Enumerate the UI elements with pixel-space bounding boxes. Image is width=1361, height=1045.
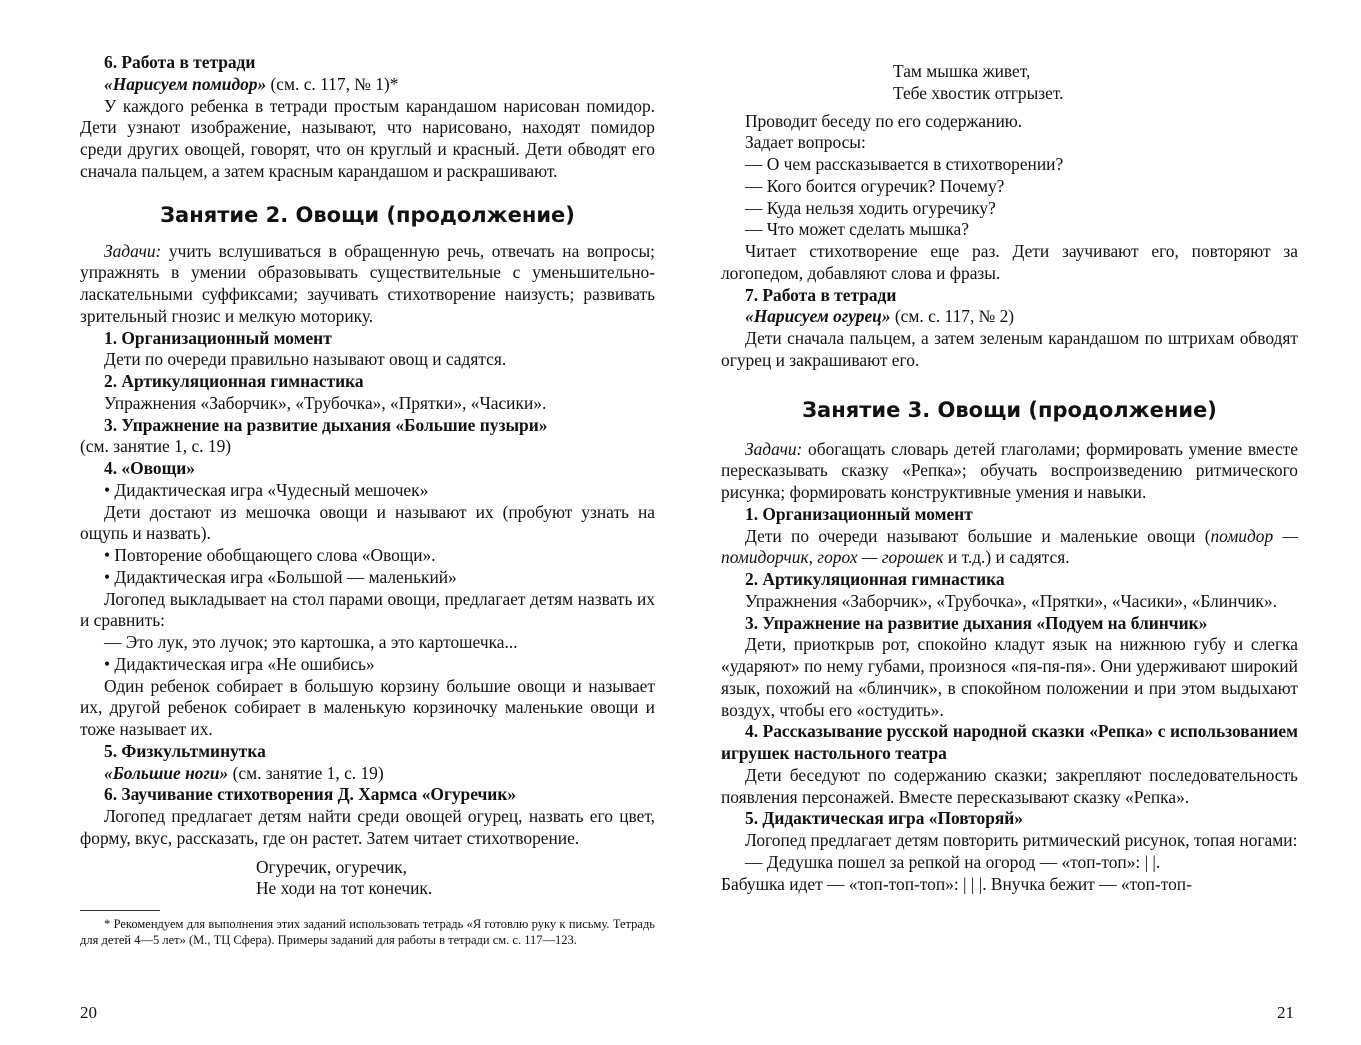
section-heading: 3. Упражнение на развитие дыхания «Подуем на блинчик» [745,612,1208,633]
paragraph [80,763,655,785]
bullet-item: • Дидактическая игра «Чудесный мешочек» [104,479,429,500]
paragraph: Логопед предлагает детям найти среди овощей огурец, назвать его цвет, форму, вкус, рассказать, где он растет. Затем читает стихотворение. [80,806,655,848]
section-heading: 2. Артикуляционная гимнастика [104,371,364,391]
text-run: Дети по очереди называют большие и маленькие овощи ( [745,525,1211,546]
section-heading: 2. Артикуляционная гимнастика [745,569,1005,589]
paragraph: Дети беседуют по содержанию сказки; закрепляют последовательность появления персонажей. Вместе пересказывают сказку «Репка». [721,764,1298,807]
left-page [80,52,655,948]
exercise-title: «Большие ноги» [104,762,229,783]
page-number: 20 [80,1003,97,1022]
question-line: — Куда нельзя ходить огуречику? [745,197,996,218]
exercise-title: «Нарисуем помидор» [104,73,267,94]
section-heading: 6. Заучивание стихотворения Д. Хармса «Огуречик» [104,784,517,805]
text-run: и т.д.) и садятся. [943,547,1070,568]
verse-line: Тебе хвостик отгрызет. [893,82,1064,103]
bullet-item: • Дидактическая игра «Не ошибись» [104,653,375,674]
section-heading: 7. Работа в тетради [745,284,897,305]
tasks-paragraph [721,439,1298,504]
bullet-item: • Дидактическая игра «Большой — маленький» [104,566,457,587]
exercise-title: «Нарисуем огурец» [745,306,891,327]
section-heading: 5. Физкультминутка [104,740,266,761]
lesson-heading: Занятие 2. Овощи (продолжение) [160,202,575,227]
paragraph [80,74,655,96]
paragraph: Дети, приоткрыв рот, спокойно кладут язык на нижнюю губу и слегка «ударяют» по нему губами, произнося «пя-пя-пя». Они удерживают широкий язык, похожий на «блинчик», в спокойном положении и при этом выдыхают воздух, чтобы его «остудить». [721,634,1298,720]
paragraph: Дети достают из мешочка овощи и называют их (пробуют узнать на ощупь и назвать). [80,501,655,544]
rhythm-line: — Дедушка пошел за репкой на огород — «топ-топ»: | |. [745,851,1161,872]
paragraph: У каждого ребенка в тетради простым карандашом нарисован помидор. Дети узнают изображение, называют, что нарисовано, находят помидор среди других овощей, говорят, что он круглый и красный. Дети обводят его сначала пальцем, а затем красным карандашом и раскрашивают. [80,95,655,181]
paragraph [721,526,1298,570]
question-line: — Что может сделать мышка? [745,219,969,240]
verse-line: Огуречик, огуречик, [256,856,407,877]
section-heading: 5. Дидактическая игра «Повторяй» [745,808,1023,829]
tasks-text: учить вслушиваться в обращенную речь, отвечать на вопросы; упражнять в умении образовывать существительные с уменьшительно-ласкательными суффиксами; заучивать стихотворение наизусть; развивать зрительный гнозис и мелкую моторику. [80,240,655,326]
paragraph: Упражнения «Заборчик», «Трубочка», «Прятки», «Часики», «Блинчик». [745,590,1277,611]
right-page [721,61,1298,895]
lesson-heading: Занятие 3. Овощи (продолжение) [802,397,1217,422]
paragraph: Задает вопросы: [745,132,866,153]
verse-line: Там мышка живет, [893,61,1031,81]
paragraph: Логопед выкладывает на стол парами овощи, предлагает детям назвать их и сравнить: [80,588,655,631]
question-line: — Кого боится огуречик? Почему? [745,175,1005,196]
paragraph: Дети сначала пальцем, а затем зеленым карандашом по штрихам обводят огурец и закрашивают его. [721,328,1298,370]
dialogue-line: — Это лук, это лучок; это картошка, а это картошечка... [104,632,518,652]
paragraph: Упражнения «Заборчик», «Трубочка», «Прятки», «Часики». [104,392,547,413]
section-heading: 6. Работа в тетради [104,52,256,72]
tasks-label: Задачи: [745,438,803,459]
question-line: — О чем рассказывается в стихотворении? [745,154,1064,174]
tasks-label: Задачи: [104,240,162,261]
section-heading: 4. «Овощи» [104,458,195,478]
example-text: помидор — помидорчик, горох — горошек [721,525,1298,568]
section-heading: 1. Организационный момент [745,503,973,524]
paragraph: Дети по очереди правильно называют овощ и садятся. [104,349,507,370]
section-heading: 1. Организационный момент [104,327,332,348]
rhythm-line: Бабушка идет — «топ-топ-топ»: | | |. Внучка бежит — «топ-топ- [721,873,1192,894]
reference: (см. с. 117, № 2) [890,306,1015,327]
paragraph: (см. занятие 1, с. 19) [80,436,232,457]
reference: (см. занятие 1, с. 19) [228,762,384,783]
bullet-item: • Повторение обобщающего слова «Овощи». [104,545,436,565]
paragraph: Один ребенок собирает в большую корзину большие овощи и называет их, другой ребенок собирает в маленькую корзиночку маленькие овощи и тоже называет их. [80,675,655,739]
section-heading: 4. Рассказывание русской народной сказки «Репка» с использованием игрушек настольного театра [721,721,1298,763]
tasks-paragraph [80,241,655,328]
paragraph: Читает стихотворение еще раз. Дети заучивают его, повторяют за логопедом, добавляют слова и фразы. [721,241,1298,283]
reference: (см. с. 117, № 1)* [266,73,399,94]
section-heading: 3. Упражнение на развитие дыхания «Большие пузыри» [104,414,548,435]
tasks-text: обогащать словарь детей глаголами; формировать умение вместе пересказывать сказку «Репка»; обучать воспроизведению ритмического рисунка; формировать конструктивные умения и навыки. [721,438,1298,502]
paragraph: Проводит беседу по его содержанию. [745,110,1023,131]
verse-line: Не ходи на тот конечик. [256,878,433,899]
paragraph [721,306,1298,328]
footnote-rule [80,910,160,911]
footnote: * Рекомендуем для выполнения этих заданий использовать тетрадь «Я готовлю руку к письму. Тетрадь для детей 4—5 лет» (М., ТЦ Сфера). Примеры заданий для работы в тетради см. с. 117—123. [80,917,655,947]
paragraph: Логопед предлагает детям повторить ритмический рисунок, топая ногами: [745,830,1298,850]
page-number: 21 [1277,1003,1294,1022]
